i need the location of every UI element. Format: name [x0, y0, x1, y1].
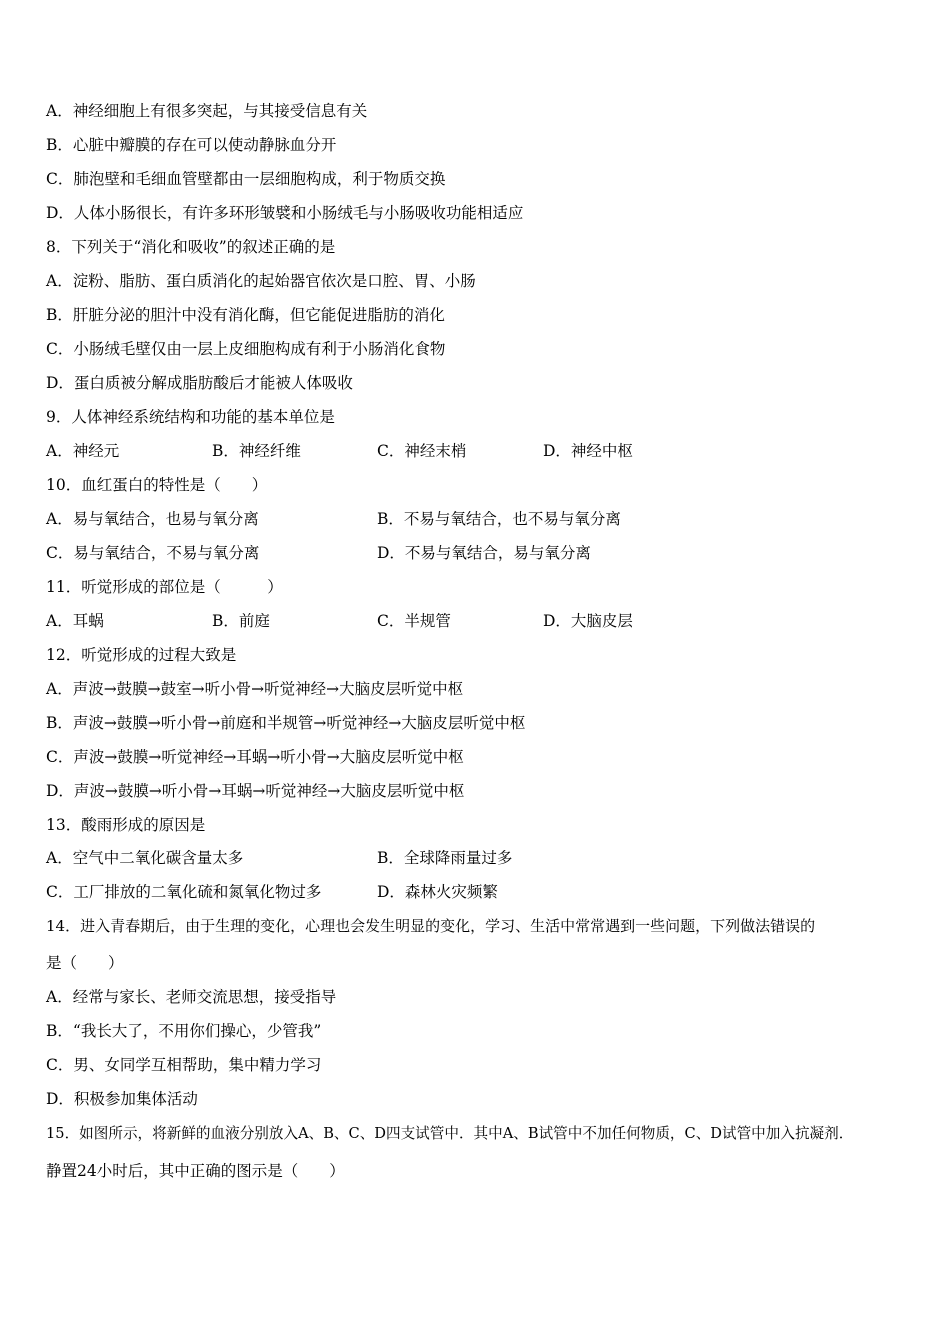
q14-option-c: C．男、女同学互相帮助，集中精力学习 [46, 1056, 322, 1074]
q11-option-b: B．前庭 [212, 612, 270, 630]
q10-option-a: A．易与氧结合，也易与氧分离 [46, 510, 259, 528]
q9-stem: 9．人体神经系统结构和功能的基本单位是 [46, 408, 335, 426]
q10-option-d: D．不易与氧结合，易与氧分离 [377, 544, 591, 562]
q9-option-c: C．神经末梢 [377, 442, 467, 460]
q13-stem: 13．酸雨形成的原因是 [46, 816, 206, 834]
q9-option-d: D．神经中枢 [543, 442, 633, 460]
q8-option-b: B．肝脏分泌的胆汁中没有消化酶，但它能促进脂肪的消化 [46, 306, 445, 324]
q11-option-d: D．大脑皮层 [543, 612, 633, 630]
q7-option-d: D．人体小肠很长，有许多环形皱襞和小肠绒毛与小肠吸收功能相适应 [46, 204, 524, 222]
q13-option-c: C．工厂排放的二氧化硫和氮氧化物过多 [46, 883, 322, 901]
q10-option-b: B．不易与氧结合，也不易与氧分离 [377, 510, 621, 528]
q7-option-b: B．心脏中瓣膜的存在可以使动静脉血分开 [46, 136, 337, 154]
q12-option-c: C．声波→鼓膜→听觉神经→耳蜗→听小骨→大脑皮层听觉中枢 [46, 748, 464, 766]
q12-stem: 12．听觉形成的过程大致是 [46, 646, 237, 664]
q11-option-a: A．耳蜗 [46, 612, 104, 630]
q7-option-c: C．肺泡壁和毛细血管壁都由一层细胞构成，利于物质交换 [46, 170, 446, 188]
q8-option-d: D．蛋白质被分解成脂肪酸后才能被人体吸收 [46, 374, 353, 392]
q15-stem-line2: 静置24小时后，其中正确的图示是（ ） [46, 1162, 345, 1180]
q7-option-a: A．神经细胞上有很多突起，与其接受信息有关 [46, 102, 368, 120]
q13-option-b: B．全球降雨量过多 [377, 849, 513, 867]
q15-stem-line1: 15．如图所示，将新鲜的血液分别放入A、B、C、D四支试管中．其中A、B试管中不加任何物质，C、D试管中加入抗凝剂． [46, 1125, 854, 1142]
q14-option-a: A．经常与家长、老师交流思想，接受指导 [46, 988, 337, 1006]
q11-option-c: C．半规管 [377, 612, 451, 630]
q14-option-d: D．积极参加集体活动 [46, 1090, 198, 1108]
q14-stem-line2: 是（ ） [46, 954, 124, 972]
q9-option-b: B．神经纤维 [212, 442, 301, 460]
q13-option-d: D．森林火灾频繁 [377, 883, 498, 901]
q11-stem: 11．听觉形成的部位是（ ） [46, 578, 283, 596]
q9-option-a: A．神经元 [46, 442, 120, 460]
q8-option-a: A．淀粉、脂肪、蛋白质消化的起始器官依次是口腔、胃、小肠 [46, 272, 476, 290]
q10-option-c: C．易与氧结合，不易与氧分离 [46, 544, 260, 562]
q12-option-d: D．声波→鼓膜→听小骨→耳蜗→听觉神经→大脑皮层听觉中枢 [46, 782, 465, 800]
q12-option-a: A．声波→鼓膜→鼓室→听小骨→听觉神经→大脑皮层听觉中枢 [46, 680, 464, 698]
q8-option-c: C．小肠绒毛壁仅由一层上皮细胞构成有利于小肠消化食物 [46, 340, 446, 358]
q12-option-b: B．声波→鼓膜→听小骨→前庭和半规管→听觉神经→大脑皮层听觉中枢 [46, 714, 526, 732]
q13-option-a: A．空气中二氧化碳含量太多 [46, 849, 244, 867]
q14-stem-line1: 14．进入青春期后，由于生理的变化，心理也会发生明显的变化，学习、生活中常常遇到一些问题，下列做法错误的 [46, 917, 816, 935]
q10-stem: 10．血红蛋白的特性是（ ） [46, 476, 268, 494]
q14-option-b: B．“我长大了，不用你们操心，少管我” [46, 1022, 322, 1040]
q8-stem: 8．下列关于“消化和吸收”的叙述正确的是 [46, 238, 336, 256]
